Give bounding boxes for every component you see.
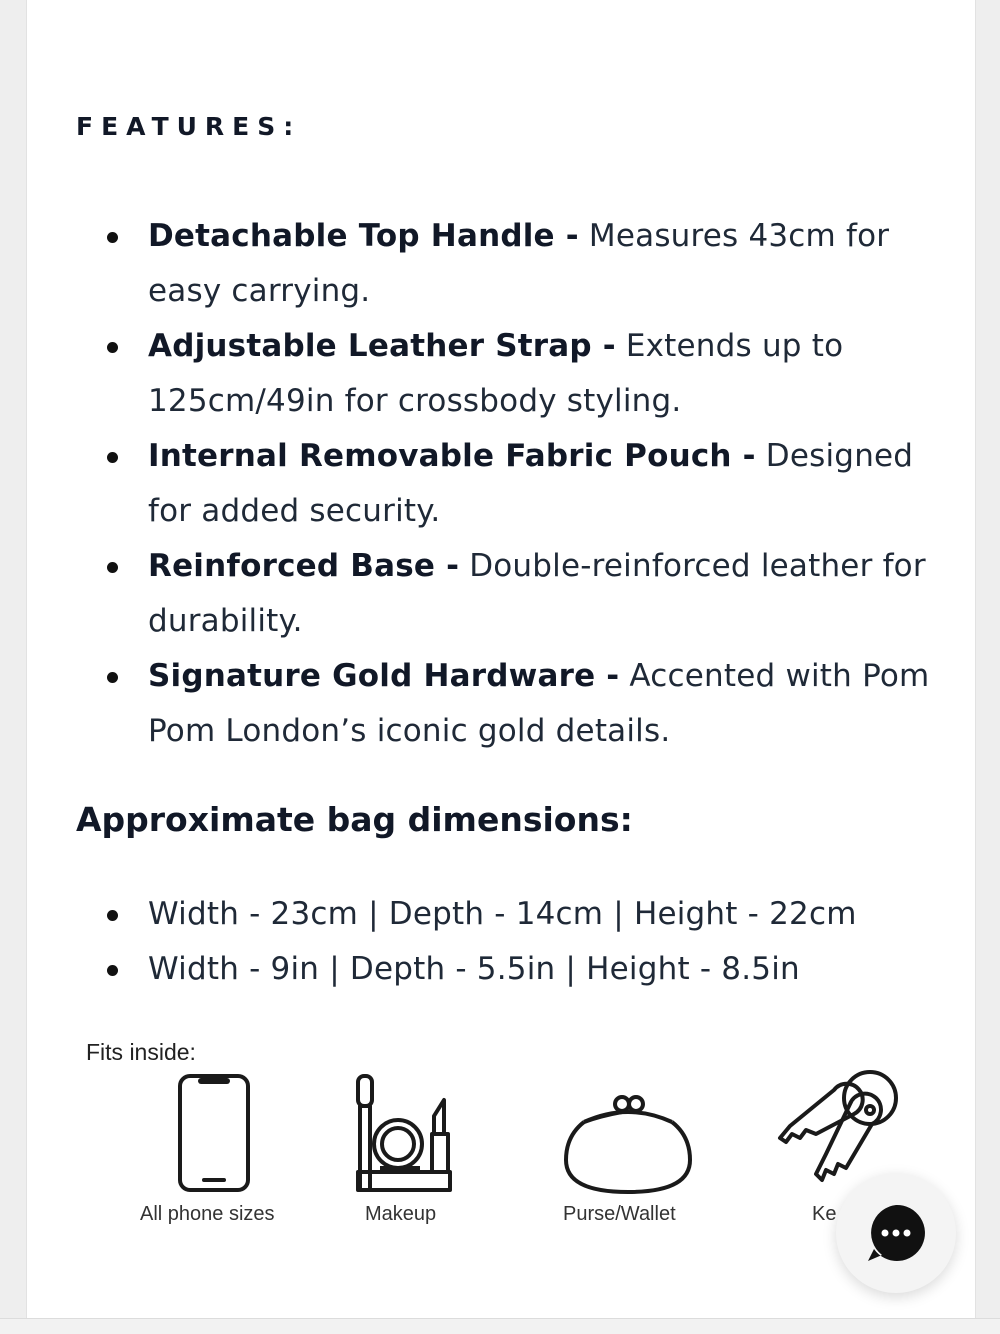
features-list [104,209,934,759]
list-item [104,209,934,319]
bullet-icon [107,232,118,243]
feature-title: Internal Removable Fabric Pouch - [148,438,756,474]
fits-inside-label: Fits inside: [86,1039,196,1065]
list-item [104,319,934,429]
chat-launcher-button[interactable] [836,1173,956,1293]
feature-title: Signature Gold Hardware - [148,658,620,694]
list-item [104,649,934,759]
feature-text: Measures 43cm for easy carrying. [148,218,890,309]
dimensions-heading: Approximate bag dimensions: [76,800,633,839]
fit-caption: Makeup [365,1203,437,1225]
dimension-text: Width - 9in | Depth - 5.5in | Height - 8.5in [148,951,800,987]
purse-icon [560,1092,696,1196]
feature-text: Double-reinforced leather for durability. [148,548,926,639]
bullet-icon [107,342,118,353]
fit-caption: Ke [812,1203,837,1225]
bullet-icon [107,562,118,573]
fit-caption: Purse/Wallet [563,1203,676,1225]
bottom-edge [0,1318,1000,1334]
list-item [104,539,934,649]
feature-text: Extends up to 125cm/49in for crossbody styling. [148,328,844,419]
bullet-icon [107,672,118,683]
bullet-icon [107,965,118,976]
list-item [104,942,934,997]
dimensions-list [104,887,934,997]
feature-title: Detachable Top Handle - [148,218,579,254]
feature-title: Reinforced Base - [148,548,460,584]
phone-icon [176,1072,252,1194]
feature-text: Accented with Pom Pom London’s iconic gold details. [148,658,930,749]
feature-text: Designed for added security. [148,438,914,529]
list-item [104,887,934,942]
bullet-icon [107,452,118,463]
feature-title: Adjustable Leather Strap - [148,328,616,364]
fit-caption: All phone sizes [140,1203,275,1225]
chat-bubble-icon [866,1203,926,1267]
makeup-icon [350,1072,462,1194]
dimension-text: Width - 23cm | Depth - 14cm | Height - 22cm [148,896,857,932]
list-item [104,429,934,539]
features-heading: FEATURES: [76,112,302,141]
bullet-icon [107,910,118,921]
